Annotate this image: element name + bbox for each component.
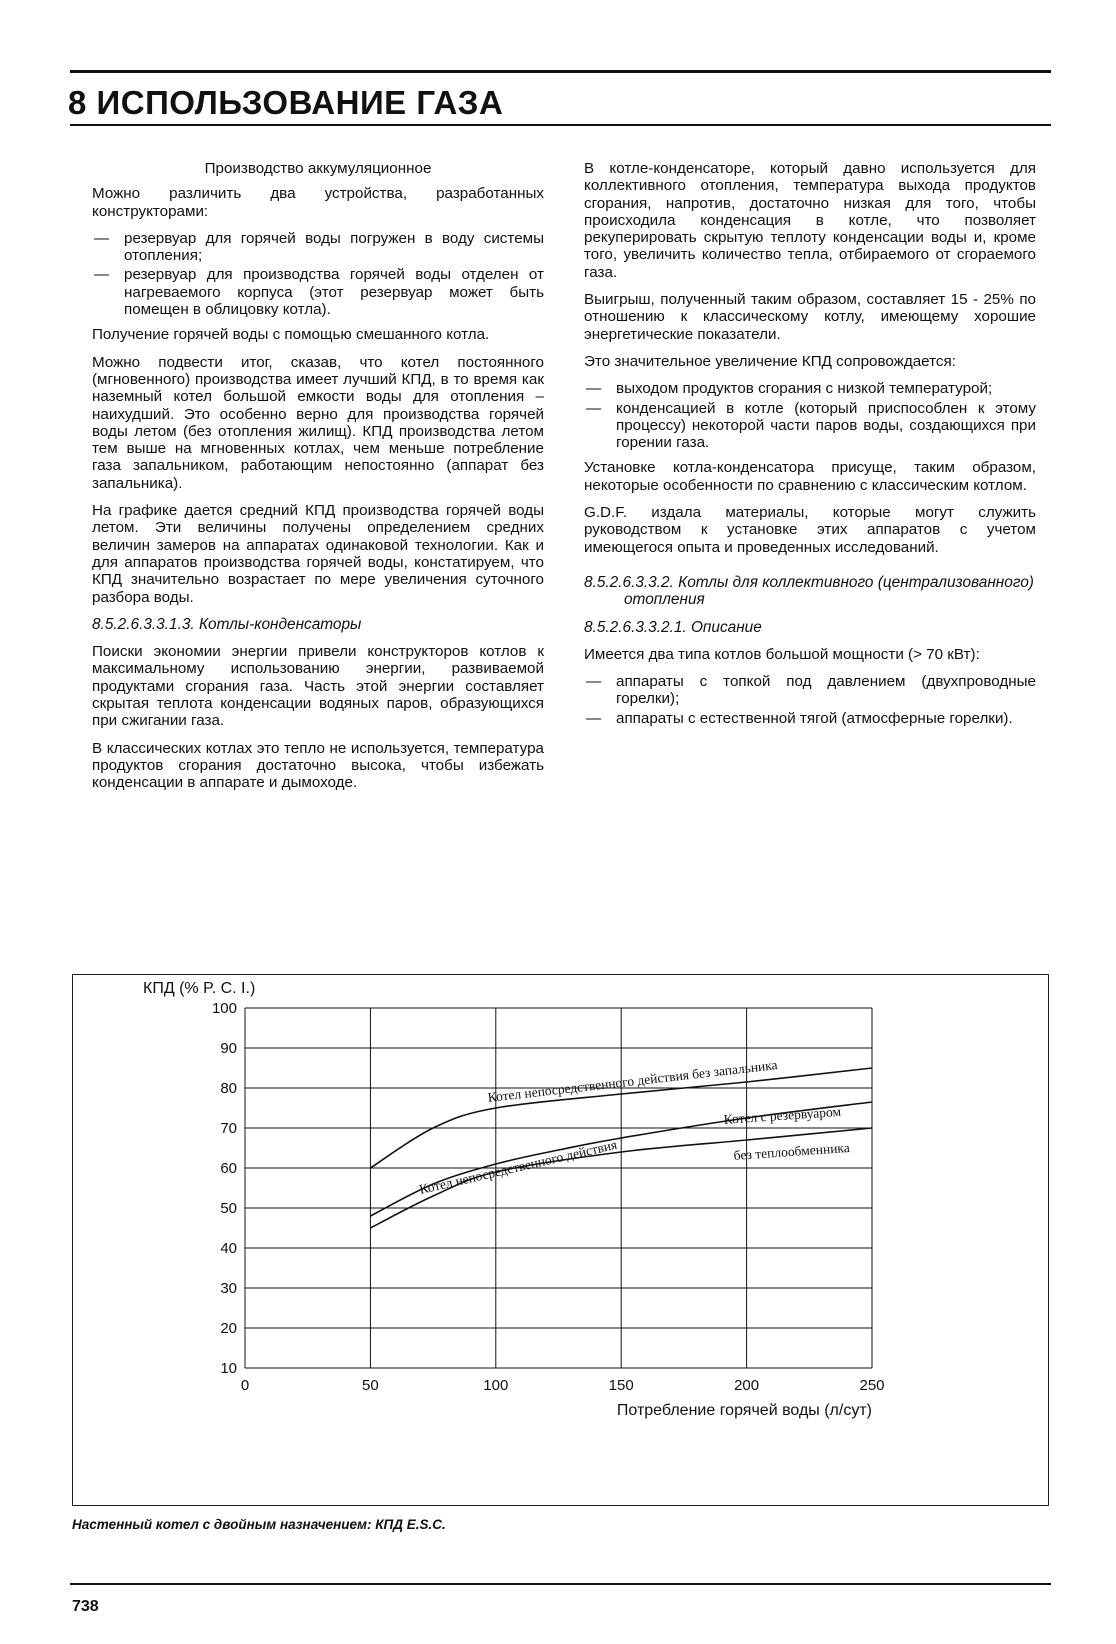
list-item: — выходом продуктов сгорания с низкой температурой; bbox=[584, 380, 1036, 397]
figure-frame bbox=[72, 974, 1049, 1506]
bullet-list bbox=[92, 230, 544, 318]
x-tick-label: 100 bbox=[483, 1377, 509, 1394]
paragraph: Можно различить два устройства, разработанных конструкторами: bbox=[92, 185, 544, 220]
curve-label-top: Котел непосредственного действия без запальника bbox=[486, 1057, 779, 1105]
list-item: — конденсацией в котле (который приспособлен к этому процессу) некоторой части паров воды, создающихся при горении газа. bbox=[584, 400, 1036, 452]
paragraph: В котле-конденсаторе, который давно используется для коллективного отопления, температура выхода продуктов сгорания, напротив, достаточно низкая для того, чтобы происходила конденсация в котле, что позволяет рекуперировать скрытую теплоту конденсации воды и, кроме того, увеличить количество тепла, отбираемого от сгораемого газа. bbox=[584, 160, 1036, 281]
paragraph: Установке котла-конденсатора присуще, таким образом, некоторые особенности по сравнению с классическим котлом. bbox=[584, 459, 1036, 494]
x-tick-label: 50 bbox=[362, 1377, 379, 1394]
left-column bbox=[92, 160, 544, 802]
footer-rule bbox=[70, 1583, 1051, 1585]
y-tick-label: 80 bbox=[220, 1080, 237, 1097]
list-item: — аппараты с естественной тягой (атмосферные горелки). bbox=[584, 710, 1036, 727]
right-column bbox=[584, 160, 1036, 735]
page-number: 738 bbox=[72, 1598, 99, 1615]
paragraph: На графике дается средний КПД производства горячей воды летом. Эти величины получены определением средних величин замеров на аппаратах одинаковой технологии. Как и для аппаратов производства горячей воды, констатируем, что КПД значительно возрастает по мере увеличения суточного разбора воды. bbox=[92, 502, 544, 606]
paragraph: Производство аккумуляционное bbox=[204, 160, 432, 177]
bullet-list bbox=[584, 673, 1036, 727]
x-tick-label: 0 bbox=[240, 1377, 250, 1394]
y-tick-label: 70 bbox=[220, 1120, 237, 1137]
paragraph: Это значительное увеличение КПД сопровождается: bbox=[584, 352, 956, 370]
paragraph: Можно подвести итог, сказав, что котел постоянного (мгновенного) производства имеет лучший КПД, в то время как наземный котел большой емкости воды для отопления – наихудший. Это особенно верно для производства горячей воды летом (без отопления жилищ). КПД производства летом тем выше на мгновенных котлах, чем меньше потребление газа запальником, работающим непостоянно (аппарат без запальника). bbox=[92, 353, 544, 492]
x-tick-label: 150 bbox=[608, 1377, 634, 1394]
paragraph: Выигрыш, полученный таким образом, составляет 15 - 25% по отношению к классическому котлу, имеющему хорошие энергетические показатели. bbox=[584, 291, 1036, 343]
paragraph: В классических котлах это тепло не используется, температура продуктов сгорания достаточно высока, чтобы избежать конденсации в аппарате и дымоходе. bbox=[92, 739, 544, 792]
curve-label-lower-1: Котел с резервуаром bbox=[723, 1103, 842, 1127]
section-heading: 8.5.2.6.3.3.2. Котлы для коллективного (централизованного) отопления bbox=[584, 573, 1034, 609]
tick-labels bbox=[212, 1000, 885, 1394]
section-heading: 8.5.2.6.3.3.2.1. Описание bbox=[584, 618, 762, 636]
y-tick-label: 30 bbox=[220, 1280, 237, 1297]
list-item: — резервуар для производства горячей воды отделен от нагреваемого корпуса (этот резервуар может быть помещен в облицовку котла). bbox=[92, 266, 544, 318]
list-item: — резервуар для горячей воды погружен в воду системы отопления; bbox=[92, 230, 544, 265]
efficiency-chart bbox=[73, 975, 1050, 1507]
grid bbox=[245, 1008, 872, 1368]
x-axis-label: Потребление горячей воды (л/сут) bbox=[616, 1402, 872, 1419]
y-axis-label: КПД (% P. C. I.) bbox=[143, 980, 256, 997]
curve-label-middle: Котел непосредственного действия bbox=[417, 1136, 619, 1197]
figure-caption: Настенный котел с двойным назначением: КПД E.S.C. bbox=[72, 1517, 446, 1532]
y-tick-label: 10 bbox=[220, 1360, 237, 1377]
header-top-rule bbox=[70, 70, 1051, 73]
y-tick-label: 100 bbox=[211, 1000, 237, 1017]
paragraph: Поиски экономии энергии привели конструкторов котлов к максимальному использованию энергии, развиваемой продуктами сгорания газа. Часть этой энергии составляет скрытая теплота конденсации водяных паров, образующихся при сжигании газа. bbox=[92, 643, 544, 730]
header-bottom-rule bbox=[70, 124, 1051, 126]
y-tick-label: 40 bbox=[220, 1240, 237, 1257]
chapter-title: 8 ИСПОЛЬЗОВАНИЕ ГАЗА bbox=[68, 84, 504, 121]
paragraph: Получение горячей воды с помощью смешанного котла. bbox=[92, 326, 490, 344]
paragraph: Имеется два типа котлов большой мощности (> 70 кВт): bbox=[584, 645, 980, 663]
x-tick-label: 250 bbox=[859, 1377, 885, 1394]
section-heading: 8.5.2.6.3.3.1.3. Котлы-конденсаторы bbox=[92, 615, 362, 633]
y-tick-label: 90 bbox=[220, 1040, 237, 1057]
list-item: — аппараты с топкой под давлением (двухпроводные горелки); bbox=[584, 673, 1036, 708]
bullet-list bbox=[584, 380, 1036, 451]
y-tick-label: 50 bbox=[220, 1200, 237, 1217]
paragraph: G.D.F. издала материалы, которые могут служить руководством к установке этих аппаратов с учетом имеющегося опыта и проведенных исследований. bbox=[584, 504, 1036, 556]
curve-label-lower-2: без теплообменника bbox=[733, 1139, 851, 1163]
x-tick-label: 200 bbox=[734, 1377, 760, 1394]
y-tick-label: 60 bbox=[220, 1160, 237, 1177]
y-tick-label: 20 bbox=[220, 1320, 237, 1337]
